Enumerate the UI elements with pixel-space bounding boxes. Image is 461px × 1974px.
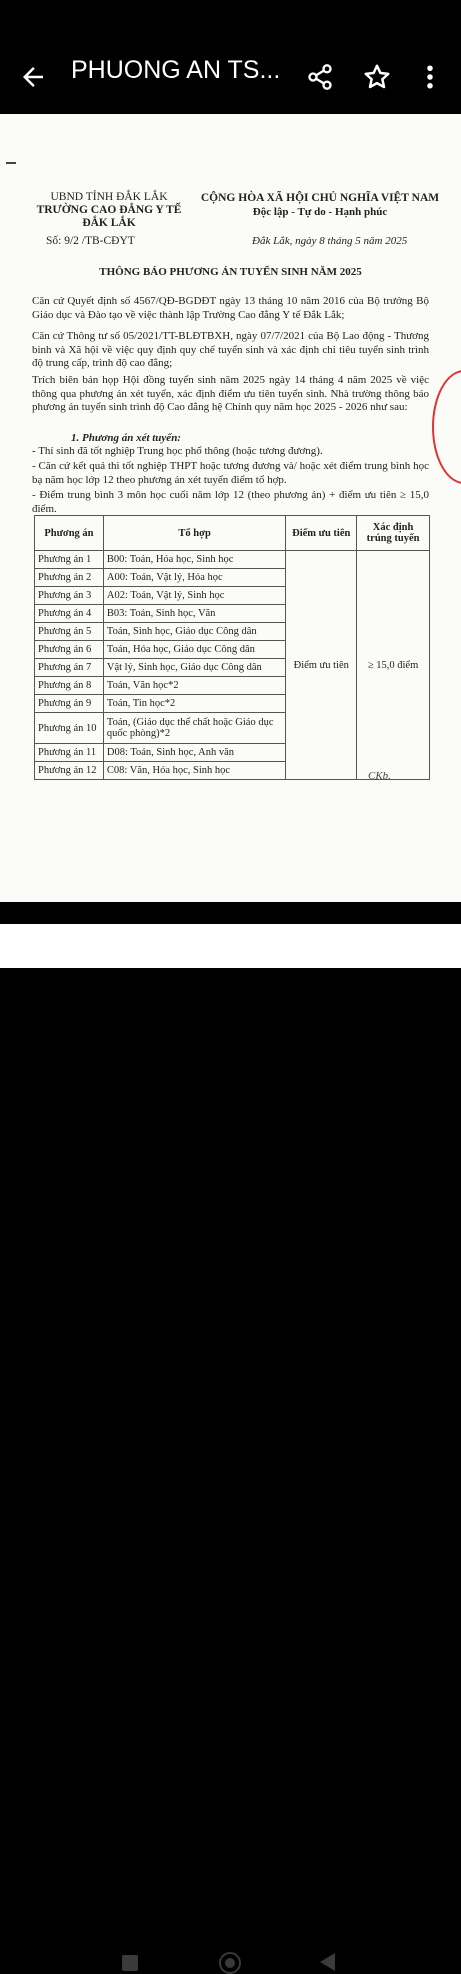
document-date: Đắk Lắk, ngày 8 tháng 5 năm 2025 — [252, 235, 408, 247]
viewer-gap — [0, 902, 461, 924]
table-header: Phương án — [35, 516, 104, 551]
issuer-line-3: ĐẮK LẮK — [82, 217, 136, 229]
system-nav-bar — [0, 968, 461, 1024]
bullet: - Căn cứ kết quả thi tốt nghiệp THPT hoặc tương đương và/ hoặc xét điểm trung bình học bạ năm học lớp 12 theo phương án xét tuyển điểm tổ hợp. — [32, 460, 429, 486]
option-cell: Phương án 9 — [35, 695, 104, 713]
notice-title: THÔNG BÁO PHƯƠNG ÁN TUYỂN SINH NĂM 2025 — [99, 266, 362, 278]
section-title: 1. Phương án xét tuyển: — [71, 432, 181, 444]
table-row — [35, 551, 430, 569]
option-cell: Phương án 2 — [35, 569, 104, 587]
combination-cell: Vật lý, Sinh học, Giáo dục Công dân — [103, 659, 285, 677]
combination-cell: D08: Toán, Sinh học, Anh văn — [103, 744, 285, 762]
priority-cell: Điểm ưu tiên — [286, 551, 357, 780]
combination-cell: Toán, Sinh học, Giáo dục Công dân — [103, 623, 285, 641]
document-page[interactable] — [0, 114, 461, 902]
document-number: Số: 9/2 /TB-CĐYT — [46, 235, 135, 247]
back-arrow-icon[interactable] — [18, 62, 48, 92]
combination-cell: B00: Toán, Hóa học, Sinh học — [103, 551, 285, 569]
option-cell: Phương án 5 — [35, 623, 104, 641]
issuer-line-2: TRƯỜNG CAO ĐẲNG Y TẾ — [36, 204, 182, 216]
scan-mark — [6, 162, 16, 164]
nav-back-icon[interactable] — [320, 1953, 335, 1971]
combination-cell: Toán, (Giáo dục thể chất hoặc Giáo dục quốc phòng)*2 — [103, 713, 285, 744]
table-header: Tổ hợp — [103, 516, 285, 551]
combination-cell: Toán, Văn học*2 — [103, 677, 285, 695]
option-cell: Phương án 10 — [35, 713, 104, 744]
share-icon[interactable] — [306, 62, 334, 92]
option-cell: Phương án 7 — [35, 659, 104, 677]
paragraph: Căn cứ Quyết định số 4567/QĐ-BGDĐT ngày 13 tháng 10 năm 2016 của Bộ trưởng Bộ Giáo dục và Đào tạo về việc thành lập Trường Cao đẳng Y tế Đắk Lắk; — [32, 295, 429, 321]
option-cell: Phương án 12 — [35, 762, 104, 780]
admission-table — [34, 515, 430, 780]
combination-cell: A00: Toán, Vật lý, Hóa học — [103, 569, 285, 587]
app-bar — [0, 0, 461, 114]
combination-cell: A02: Toán, Vật lý, Sinh học — [103, 587, 285, 605]
option-cell: Phương án 11 — [35, 744, 104, 762]
red-stamp — [432, 370, 461, 484]
more-vert-icon[interactable] — [420, 62, 440, 92]
bullet: - Điểm trung bình 3 môn học cuối năm lớp 12 (theo phương án) + điểm ưu tiên ≥ 15,0 điểm. — [32, 489, 429, 515]
star-icon[interactable] — [362, 62, 392, 92]
issuer-line-1: UBND TỈNH ĐẮK LẮK — [50, 191, 168, 203]
national-motto-1: CỘNG HÒA XÃ HỘI CHỦ NGHĨA VIỆT NAM — [200, 192, 440, 204]
table-header-row — [35, 516, 430, 551]
option-cell: Phương án 3 — [35, 587, 104, 605]
national-motto-2: Độc lập - Tự do - Hạnh phúc — [252, 206, 388, 218]
issuer-header — [14, 191, 204, 230]
national-header — [184, 191, 456, 219]
recents-icon[interactable] — [122, 1955, 138, 1971]
combination-cell: C08: Văn, Hóa học, Sinh học — [103, 762, 285, 780]
document-title: PHUONG AN TS... — [71, 56, 281, 84]
next-page-edge[interactable] — [0, 924, 461, 968]
option-cell: Phương án 4 — [35, 605, 104, 623]
combination-cell: Toán, Hóa học, Giáo dục Công dân — [103, 641, 285, 659]
home-icon[interactable] — [219, 1952, 241, 1974]
paragraph: Căn cứ Thông tư số 05/2021/TT-BLĐTBXH, ngày 07/7/2021 của Bộ Lao động - Thương binh và Xã hội về việc quy định quy chế tuyển sinh và xác định chỉ tiêu tuyển sinh trình độ trung cấp, trình độ cao đẳng; — [32, 330, 429, 369]
paragraph: Trích biên bản họp Hội đồng tuyển sinh năm 2025 ngày 14 tháng 4 năm 2025 về việc thông qua phương án xét tuyển, xác định điểm ưu tiên tuyển sinh. Nhà trường thông báo phương án tuyển sinh trình độ Cao đẳng hệ Chính quy năm học 2025 - 2026 như sau: — [32, 374, 429, 413]
option-cell: Phương án 8 — [35, 677, 104, 695]
combination-cell: Toán, Tin học*2 — [103, 695, 285, 713]
combination-cell: B03: Toán, Sinh học, Văn — [103, 605, 285, 623]
option-cell: Phương án 6 — [35, 641, 104, 659]
table-header: Xác định trúng tuyển — [357, 516, 430, 551]
result-cell: ≥ 15,0 điểm — [357, 551, 430, 780]
option-cell: Phương án 1 — [35, 551, 104, 569]
bullet: - Thí sinh đã tốt nghiệp Trung học phổ thông (hoặc tương đương). — [32, 445, 323, 457]
table-header: Điểm ưu tiên — [286, 516, 357, 551]
signature: CKb. — [368, 770, 391, 782]
